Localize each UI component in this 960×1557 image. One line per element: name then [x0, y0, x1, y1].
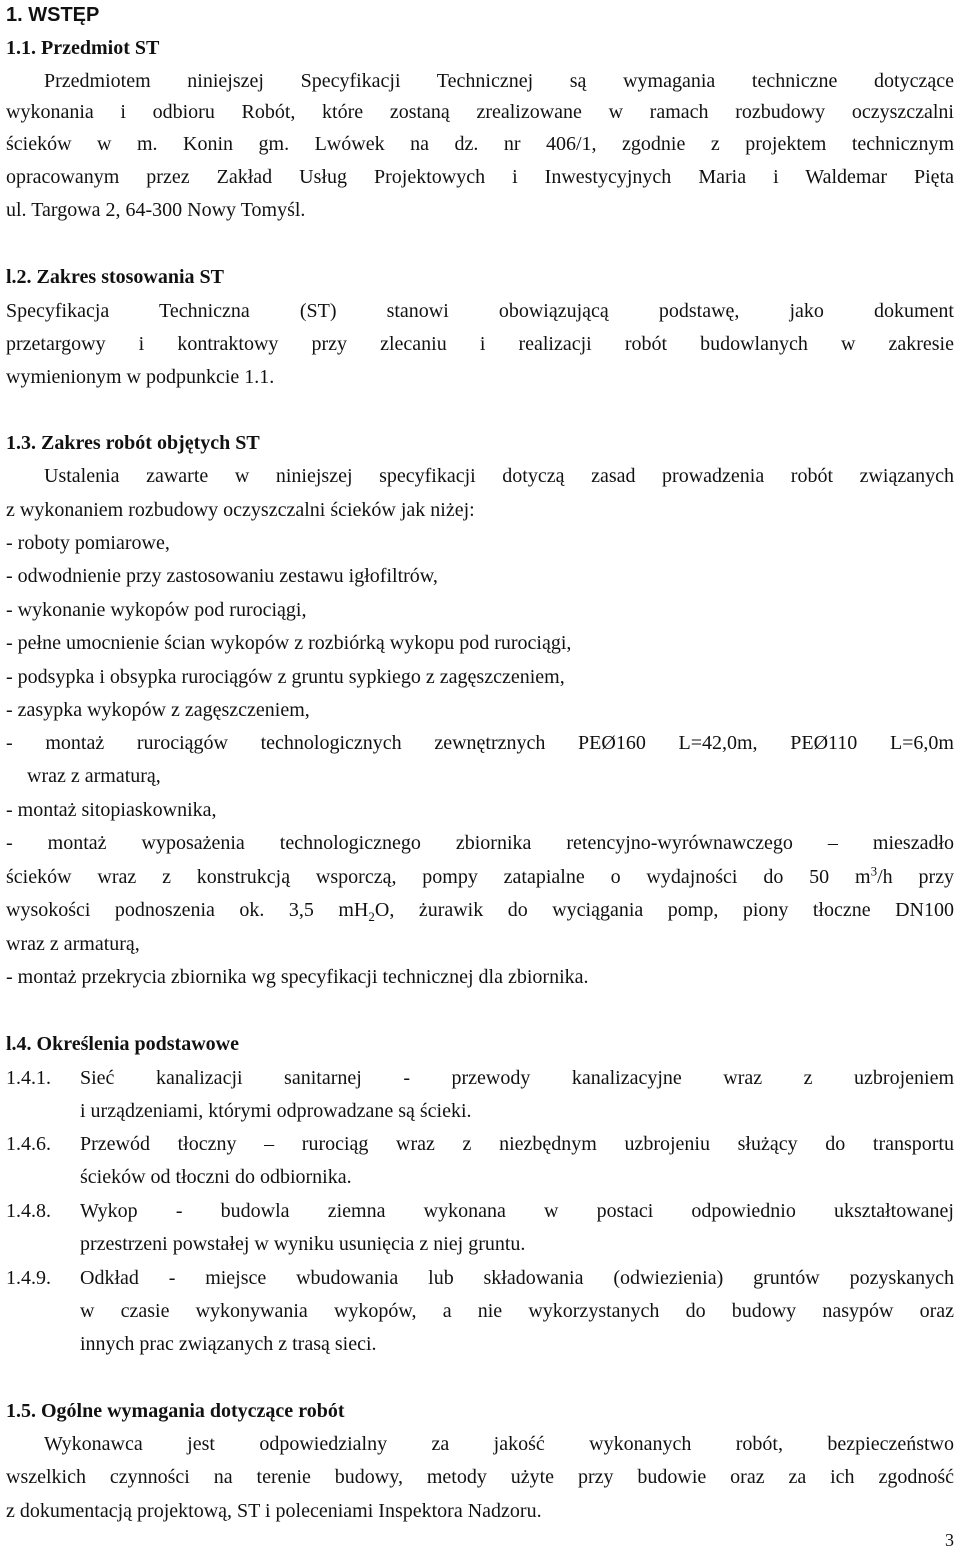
- lift-height-text: wysokości podnoszenia ok. 3,5 mH: [6, 899, 369, 921]
- scope-list-item: - montaż rurociągów technologicznych zewnętrznych PEØ160 L=42,0m, PEØ110 L=6,0m: [6, 732, 954, 754]
- scope-list-item-continuation: wraz z armaturą,: [27, 765, 161, 787]
- scope-list-item: - montaż wyposażenia technologicznego zbiornika retencyjno-wyrównawczego – mieszadło: [6, 832, 954, 854]
- definition-1-4-8: [6, 1196, 954, 1226]
- section-1-2-title: l.2. Zakres stosowania ST: [6, 266, 225, 288]
- scope-list-item: - wykonanie wykopów pod rurociągi,: [6, 599, 307, 621]
- section-1-1-line: wykonania i odbioru Robót, które zostaną zrealizowane w ramach rozbudowy oczyszczalni: [6, 101, 954, 123]
- definition-text-continuation: przestrzeni powstałej w wyniku usunięcia z niej gruntu.: [80, 1233, 526, 1255]
- section-1-4-title: l.4. Określenia podstawowe: [6, 1033, 239, 1055]
- definition-number: 1.4.6.: [6, 1133, 51, 1155]
- section-1-5-line: Wykonawca jest odpowiedzialny za jakość wykonanych robót, bezpieczeństwo: [44, 1433, 954, 1455]
- section-1-3-intro-line: Ustalenia zawarte w niniejszej specyfikacji dotyczą zasad prowadzenia robót związanych: [44, 465, 954, 487]
- section-1-5-line: z dokumentacją projektową, ST i poleceniami Inspektora Nadzoru.: [6, 1500, 542, 1522]
- definition-1-4-1: [6, 1063, 954, 1093]
- page-number: 3: [945, 1530, 954, 1550]
- lift-height-rest: O, żurawik do wyciągania pomp, piony tłoczne DN100: [374, 899, 954, 921]
- definition-number: 1.4.1.: [6, 1067, 51, 1089]
- scope-list-item: - montaż przekrycia zbiornika wg specyfikacji technicznej dla zbiornika.: [6, 966, 589, 988]
- section-1-2-line: przetargowy i kontraktowy przy zlecaniu i realizacji robót budowlanych w zakresie: [6, 333, 954, 355]
- section-1-1-title: 1.1. Przedmiot ST: [6, 37, 160, 59]
- section-1-3-title: 1.3. Zakres robót objętych ST: [6, 432, 260, 454]
- section-1-1-line: opracowanym przez Zakład Usług Projektowych i Inwestycyjnych Maria i Waldemar Pięta: [6, 166, 954, 188]
- definition-text-continuation: ścieków od tłoczni do odbiornika.: [80, 1166, 352, 1188]
- scope-list-item: - pełne umocnienie ścian wykopów z rozbiórką wykopu pod rurociągi,: [6, 632, 572, 654]
- scope-list-item: - montaż sitopiaskownika,: [6, 799, 217, 821]
- scope-list-item: - podsypka i obsypka rurociągów z gruntu sypkiego z zagęszczeniem,: [6, 666, 565, 688]
- definition-text: Wykop - budowla ziemna wykonana w postaci odpowiednio ukształtowanej: [80, 1200, 954, 1222]
- pump-capacity-text: ścieków wraz z konstrukcją wsporczą, pompy zatapialne o wydajności do 50 m: [6, 866, 871, 888]
- section-1-2-line: wymienionym w podpunkcie 1.1.: [6, 366, 275, 388]
- definition-text: Odkład - miejsce wbudowania lub składowania (odwiezienia) gruntów pozyskanych: [80, 1267, 954, 1289]
- definition-number: 1.4.9.: [6, 1267, 51, 1289]
- definition-text-continuation: i urządzeniami, którymi odprowadzane są ścieki.: [80, 1100, 472, 1122]
- scope-list-item-continuation: wraz z armaturą,: [6, 933, 140, 955]
- definition-text-continuation: innych prac związanych z trasą sieci.: [80, 1333, 377, 1355]
- definition-text: Sieć kanalizacji sanitarnej - przewody kanalizacyjne wraz z uzbrojeniem: [80, 1067, 954, 1089]
- definition-number: 1.4.8.: [6, 1200, 51, 1222]
- water-subscript: 2: [368, 909, 375, 924]
- pump-capacity-unit: /h przy: [877, 866, 954, 888]
- section-1-2-line: Specyfikacja Techniczna (ST) stanowi obowiązującą podstawę, jako dokument: [6, 300, 954, 322]
- lift-height-line: [6, 895, 954, 925]
- section-1-1-line: Przedmiotem niniejszej Specyfikacji Technicznej są wymagania techniczne dotyczące: [44, 70, 954, 92]
- chapter-heading: 1. WSTĘP: [6, 4, 100, 26]
- definition-text-continuation: w czasie wykonywania wykopów, a nie wykorzystanych do budowy nasypów oraz: [80, 1300, 954, 1322]
- pump-capacity-line: [6, 862, 954, 892]
- section-1-5-line: wszelkich czynności na terenie budowy, metody użyte przy budowie oraz za ich zgodność: [6, 1466, 954, 1488]
- section-1-5-title: 1.5. Ogólne wymagania dotyczące robót: [6, 1400, 345, 1422]
- cubic-exponent: 3: [870, 863, 878, 879]
- section-1-3-intro-line: z wykonaniem rozbudowy oczyszczalni ścieków jak niżej:: [6, 499, 475, 521]
- definition-1-4-6: [6, 1129, 954, 1159]
- section-1-1-line: ul. Targowa 2, 64-300 Nowy Tomyśl.: [6, 199, 306, 221]
- scope-list-item: - odwodnienie przy zastosowaniu zestawu igłofiltrów,: [6, 565, 438, 587]
- definition-1-4-9: [6, 1263, 954, 1293]
- scope-list-item: - zasypka wykopów z zagęszczeniem,: [6, 699, 310, 721]
- definition-text: Przewód tłoczny – rurociąg wraz z niezbędnym uzbrojeniu służący do transportu: [80, 1133, 954, 1155]
- section-1-1-line: ścieków w m. Konin gm. Lwówek na dz. nr 406/1, zgodnie z projektem technicznym: [6, 133, 954, 155]
- scope-list-item: - roboty pomiarowe,: [6, 532, 170, 554]
